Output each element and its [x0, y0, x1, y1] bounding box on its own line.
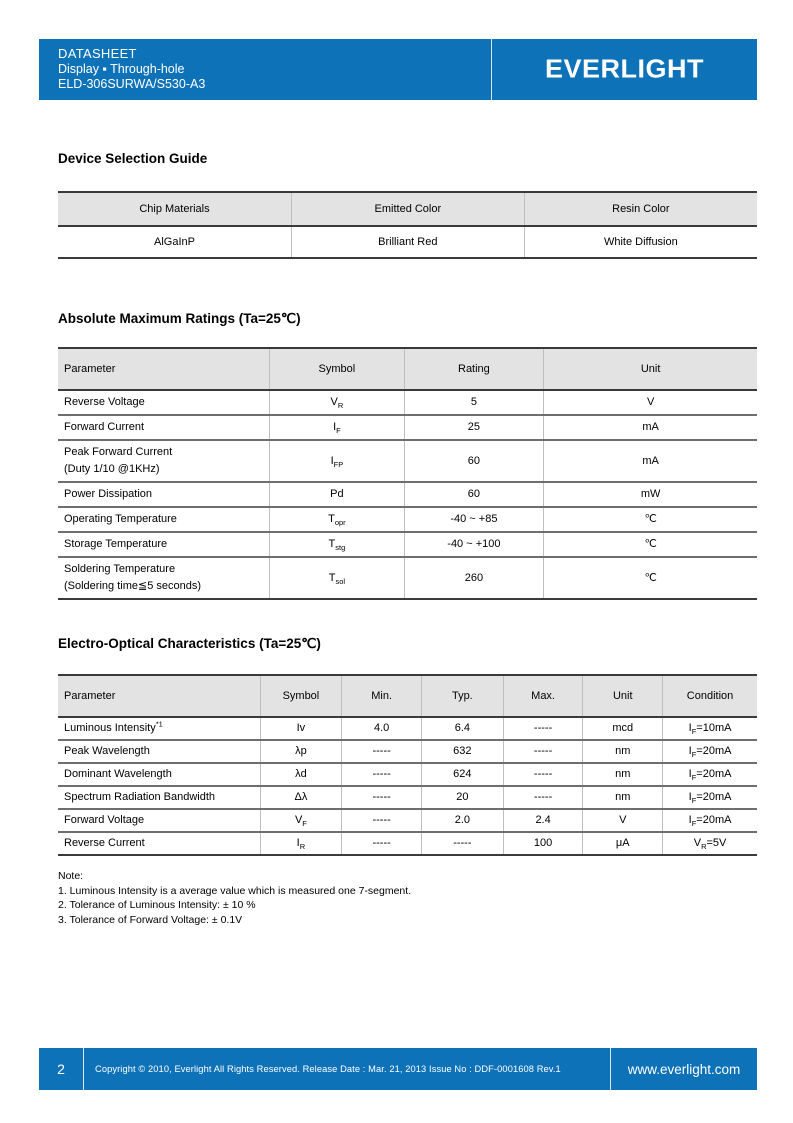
column-header: Typ. — [421, 675, 503, 717]
column-header: Min. — [342, 675, 422, 717]
table-cell: Power Dissipation — [58, 482, 270, 507]
table-header-row — [58, 348, 757, 390]
notes-label: Note: — [58, 870, 84, 882]
table-cell: $I_F$ — [270, 415, 404, 440]
section-title-device-selection: Device Selection Guide — [58, 151, 208, 166]
table-cell: $I_F=20mA$ — [663, 786, 757, 809]
note-item-1: 1. Luminous Intensity is a average value which is measured one 7-segment. — [58, 884, 412, 897]
table-cell: λp — [260, 740, 342, 763]
table-cell: ----- — [342, 763, 422, 786]
table-cell: 60 — [404, 440, 544, 482]
column-header: Symbol — [270, 348, 404, 390]
column-header: Parameter — [58, 675, 260, 717]
column-header: Parameter — [58, 348, 270, 390]
table-row — [58, 226, 757, 258]
table-cell: nm — [583, 786, 663, 809]
table-cell: -40 ~ +85 — [404, 507, 544, 532]
table-cell: Reverse Voltage — [58, 390, 270, 415]
table-cell: Pd — [270, 482, 404, 507]
table-cell: $I_F=20mA$ — [663, 763, 757, 786]
section-title-absolute-maximum-ratings: Absolute Maximum Ratings (Ta=25℃) — [58, 311, 301, 326]
table-cell: Peak Wavelength — [58, 740, 260, 763]
table-header-row — [58, 192, 757, 226]
device-selection-table — [58, 191, 757, 259]
column-header: Chip Materials — [58, 192, 291, 226]
column-header: Max. — [503, 675, 583, 717]
table-cell: Soldering Temperature (Soldering time≦5 seconds) — [58, 557, 270, 599]
page-content — [0, 100, 793, 927]
table-cell: 632 — [421, 740, 503, 763]
table-cell: $I_F=20mA$ — [663, 740, 757, 763]
column-header: Rating — [404, 348, 544, 390]
part-number: ELD-306SURWA/S530-A3 — [58, 77, 206, 91]
table-cell: Reverse Current — [58, 832, 260, 855]
column-header: Condition — [663, 675, 757, 717]
table-cell: ----- — [342, 740, 422, 763]
table-cell: V — [544, 390, 757, 415]
table-cell: -40 ~ +100 — [404, 532, 544, 557]
table-cell: White Diffusion — [603, 236, 678, 248]
column-header: Resin Color — [524, 192, 757, 226]
table-cell: $I_F=10mA$ — [663, 717, 757, 740]
table-row — [58, 717, 757, 740]
table-cell: Peak Forward Current (Duty 1/10 @1KHz) — [58, 440, 270, 482]
absolute-maximum-ratings-table — [58, 347, 757, 600]
table-cell: mcd — [583, 717, 663, 740]
table-row — [58, 786, 757, 809]
table-cell: 5 — [404, 390, 544, 415]
table-cell: λd — [260, 763, 342, 786]
table-cell: ℃ — [544, 532, 757, 557]
column-header: Symbol — [260, 675, 342, 717]
table-row — [58, 415, 757, 440]
table-cell: Spectrum Radiation Bandwidth — [58, 786, 260, 809]
table-cell: ----- — [503, 740, 583, 763]
table-row — [58, 832, 757, 855]
table-cell: Iv — [260, 717, 342, 740]
table-cell: $I_F=20mA$ — [663, 809, 757, 832]
table-cell: nm — [583, 740, 663, 763]
table-row — [58, 482, 757, 507]
table-cell: ----- — [503, 763, 583, 786]
column-header: Unit — [544, 348, 757, 390]
table-row — [58, 809, 757, 832]
table-cell: ℃ — [544, 507, 757, 532]
table-cell: 100 — [503, 832, 583, 855]
table-cell: ----- — [342, 809, 422, 832]
website-link[interactable]: www.everlight.com — [627, 1061, 741, 1077]
table-cell: 60 — [404, 482, 544, 507]
table-cell: ----- — [503, 786, 583, 809]
website-area — [611, 1048, 757, 1090]
everlight-logo: EVERLIGHT — [544, 54, 704, 84]
table-cell: $V_R=5V$ — [693, 837, 727, 852]
table-cell: ----- — [342, 786, 422, 809]
table-cell: Forward Current — [58, 415, 270, 440]
doc-type-label: DATASHEET — [58, 46, 137, 61]
table-row — [58, 507, 757, 532]
table-cell: V — [583, 809, 663, 832]
table-cell: Dominant Wavelength — [58, 763, 260, 786]
copyright-text: Copyright © 2010, Everlight All Rights Reserved. Release Date : Mar. 21, 2013 Issue No : DDF-0001608 Rev.1 — [84, 1048, 611, 1090]
table-cell: $I_R$ — [260, 832, 342, 855]
table-cell: $T_{stg}$ — [270, 532, 404, 557]
table-cell: AlGaInP — [58, 226, 291, 258]
table-row — [58, 557, 757, 599]
table-cell: 20 — [421, 786, 503, 809]
table-cell: $T_{sol}$ — [270, 557, 404, 599]
header-bar — [39, 39, 757, 100]
electro-optical-table — [58, 674, 757, 856]
table-row — [58, 390, 757, 415]
table-cell: $T_{opr}$ — [270, 507, 404, 532]
table-cell: Operating Temperature — [58, 507, 270, 532]
table-cell: Δλ — [260, 786, 342, 809]
table-row — [58, 763, 757, 786]
header-title-block — [39, 39, 492, 100]
table-cell: μA — [583, 832, 663, 855]
table-cell: ----- — [421, 832, 503, 855]
table-cell: $I_{FP}$ — [270, 440, 404, 482]
table-cell: Luminous Intensity$^{*1}$ — [58, 717, 260, 740]
column-header: Unit — [583, 675, 663, 717]
table-cell: ℃ — [644, 571, 657, 584]
header-logo-area — [492, 39, 757, 100]
column-header: Emitted Color — [291, 192, 524, 226]
table-cell: 4.0 — [342, 717, 422, 740]
table-cell: nm — [583, 763, 663, 786]
table-cell: 260 — [404, 557, 544, 599]
table-cell: ----- — [503, 717, 583, 740]
page-number: 2 — [39, 1048, 84, 1090]
table-cell: 25 — [404, 415, 544, 440]
table-cell: mA — [544, 415, 757, 440]
footer-bar — [39, 1048, 757, 1090]
table-cell: 2.0 — [421, 809, 503, 832]
table-row — [58, 532, 757, 557]
section-title-electro-optical: Electro-Optical Characteristics (Ta=25℃) — [58, 636, 321, 651]
table-row — [58, 440, 757, 482]
table-cell: 6.4 — [421, 717, 503, 740]
table-cell: 624 — [421, 763, 503, 786]
table-header-row — [58, 675, 757, 717]
table-cell: mA — [544, 440, 757, 482]
table-cell: 2.4 — [503, 809, 583, 832]
table-cell: Storage Temperature — [58, 532, 270, 557]
table-cell: mW — [544, 482, 757, 507]
note-item-2: 2. Tolerance of Luminous Intensity: ± 10 % — [58, 899, 256, 911]
note-item-3: 3. Tolerance of Forward Voltage: ± 0.1V — [58, 913, 243, 926]
table-cell: Forward Voltage — [58, 809, 260, 832]
table-cell: $V_F$ — [260, 809, 342, 832]
table-cell: Brilliant Red — [291, 226, 524, 258]
table-cell: ----- — [342, 832, 422, 855]
table-cell: $V_R$ — [270, 390, 404, 415]
doc-subtitle: Display ▪ Through-hole — [58, 62, 185, 76]
notes-block — [58, 869, 793, 927]
table-row — [58, 740, 757, 763]
